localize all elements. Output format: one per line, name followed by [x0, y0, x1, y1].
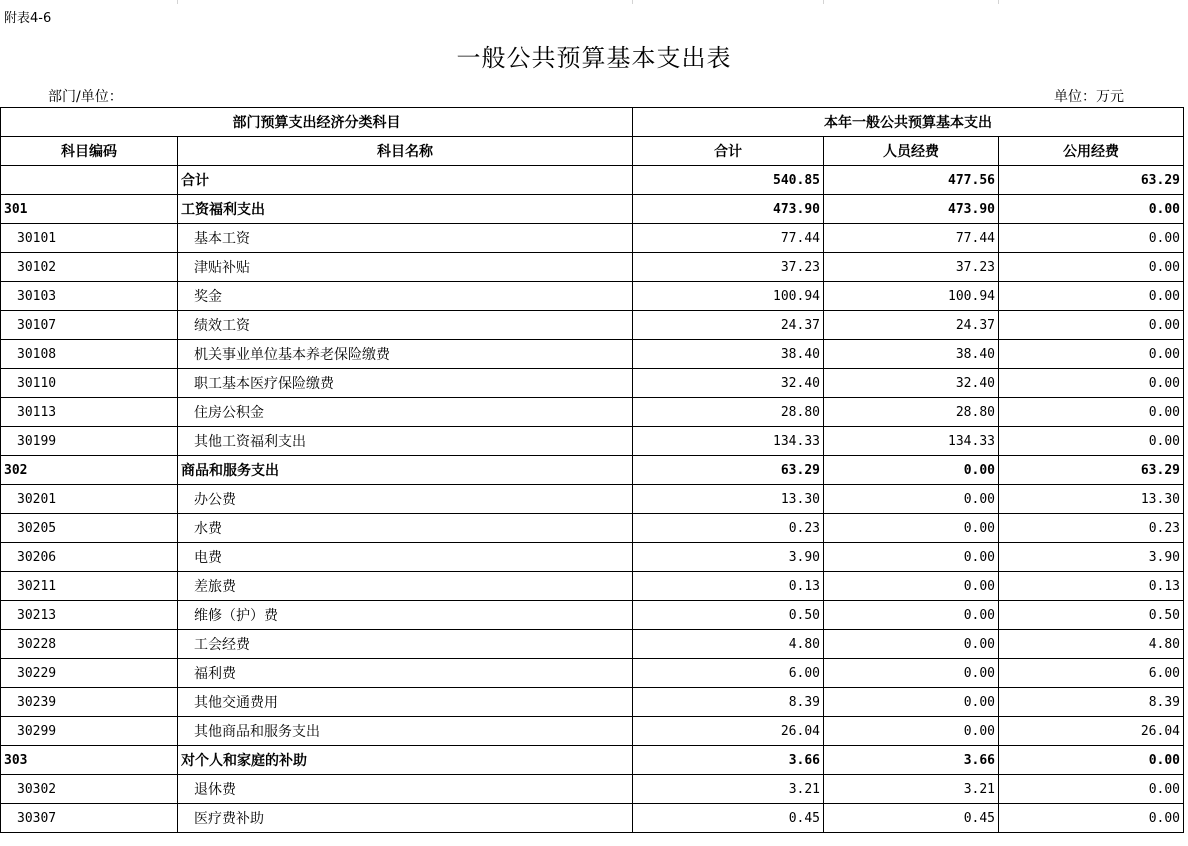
- table-row: [1, 746, 1184, 775]
- cell-name: 办公费: [178, 485, 633, 514]
- cell-code: 30205: [1, 514, 178, 543]
- cell-code: 30110: [1, 369, 178, 398]
- table-row: [1, 427, 1184, 456]
- cell-total: 134.33: [633, 427, 824, 456]
- cell-code: [1, 166, 178, 195]
- cell-code: 30108: [1, 340, 178, 369]
- cell-public: 0.00: [999, 224, 1184, 253]
- cell-name: 基本工资: [178, 224, 633, 253]
- cell-personnel: 3.66: [824, 746, 999, 775]
- cell-name: 维修（护）费: [178, 601, 633, 630]
- cell-name: 水费: [178, 514, 633, 543]
- header-name: 科目名称: [178, 137, 633, 166]
- cell-public: 26.04: [999, 717, 1184, 746]
- header-basic-expenditure: 本年一般公共预算基本支出: [633, 108, 1184, 137]
- cell-personnel: 28.80: [824, 398, 999, 427]
- table-row: [1, 659, 1184, 688]
- header-economic-classification: 部门预算支出经济分类科目: [1, 108, 633, 137]
- cell-public: 0.00: [999, 804, 1184, 833]
- cell-code: 30113: [1, 398, 178, 427]
- cell-public: 0.00: [999, 746, 1184, 775]
- cell-name: 医疗费补助: [178, 804, 633, 833]
- table-row: [1, 601, 1184, 630]
- table-row: [1, 717, 1184, 746]
- cell-personnel: 0.00: [824, 659, 999, 688]
- cell-code: 303: [1, 746, 178, 775]
- attachment-label: 附表4-6: [4, 11, 52, 26]
- cell-total: 0.45: [633, 804, 824, 833]
- cell-code: 30201: [1, 485, 178, 514]
- department-label: 部门/单位：: [48, 89, 123, 105]
- cell-code: 30107: [1, 311, 178, 340]
- cell-total: 24.37: [633, 311, 824, 340]
- cell-name: 其他商品和服务支出: [178, 717, 633, 746]
- table-row: [1, 166, 1184, 195]
- cell-name: 工资福利支出: [178, 195, 633, 224]
- table-row: [1, 311, 1184, 340]
- cell-personnel: 0.45: [824, 804, 999, 833]
- cell-code: 30239: [1, 688, 178, 717]
- header-personnel: 人员经费: [824, 137, 999, 166]
- cell-code: 30211: [1, 572, 178, 601]
- cell-name: 其他工资福利支出: [178, 427, 633, 456]
- cell-public: 0.13: [999, 572, 1184, 601]
- table-row: [1, 282, 1184, 311]
- cell-personnel: 3.21: [824, 775, 999, 804]
- cell-public: 0.00: [999, 369, 1184, 398]
- cell-public: 0.00: [999, 775, 1184, 804]
- cell-total: 32.40: [633, 369, 824, 398]
- table-row: [1, 253, 1184, 282]
- cell-total: 473.90: [633, 195, 824, 224]
- cell-name: 津贴补贴: [178, 253, 633, 282]
- cell-total: 37.23: [633, 253, 824, 282]
- cell-total: 4.80: [633, 630, 824, 659]
- cell-name: 电费: [178, 543, 633, 572]
- cell-total: 540.85: [633, 166, 824, 195]
- cell-public: 3.90: [999, 543, 1184, 572]
- cell-public: 13.30: [999, 485, 1184, 514]
- cell-code: 30213: [1, 601, 178, 630]
- table-row: [1, 456, 1184, 485]
- cell-personnel: 32.40: [824, 369, 999, 398]
- cell-name: 福利费: [178, 659, 633, 688]
- cell-personnel: 0.00: [824, 572, 999, 601]
- cell-personnel: 477.56: [824, 166, 999, 195]
- cell-total: 77.44: [633, 224, 824, 253]
- cell-name: 退休费: [178, 775, 633, 804]
- header-public: 公用经费: [999, 137, 1184, 166]
- table-row: [1, 572, 1184, 601]
- table-row: [1, 369, 1184, 398]
- cell-name: 绩效工资: [178, 311, 633, 340]
- header-code: 科目编码: [1, 137, 178, 166]
- cell-total: 0.13: [633, 572, 824, 601]
- cell-personnel: 473.90: [824, 195, 999, 224]
- cell-total: 28.80: [633, 398, 824, 427]
- cell-personnel: 0.00: [824, 717, 999, 746]
- cell-public: 0.50: [999, 601, 1184, 630]
- cell-public: 0.23: [999, 514, 1184, 543]
- table-row: [1, 195, 1184, 224]
- cell-personnel: 0.00: [824, 543, 999, 572]
- cell-public: 0.00: [999, 427, 1184, 456]
- cell-total: 13.30: [633, 485, 824, 514]
- table-row: [1, 688, 1184, 717]
- page-title: 一般公共预算基本支出表: [456, 44, 732, 72]
- cell-public: 0.00: [999, 340, 1184, 369]
- cell-code: 301: [1, 195, 178, 224]
- cell-public: 63.29: [999, 166, 1184, 195]
- cell-name: 机关事业单位基本养老保险缴费: [178, 340, 633, 369]
- cell-personnel: 38.40: [824, 340, 999, 369]
- table-row: [1, 485, 1184, 514]
- cell-name: 住房公积金: [178, 398, 633, 427]
- spreadsheet-gridlines: [0, 0, 1188, 4]
- cell-total: 63.29: [633, 456, 824, 485]
- table-row: [1, 514, 1184, 543]
- table-row: [1, 224, 1184, 253]
- cell-personnel: 0.00: [824, 630, 999, 659]
- cell-personnel: 0.00: [824, 485, 999, 514]
- table-row: [1, 775, 1184, 804]
- cell-total: 3.90: [633, 543, 824, 572]
- cell-personnel: 134.33: [824, 427, 999, 456]
- cell-personnel: 0.00: [824, 514, 999, 543]
- cell-public: 8.39: [999, 688, 1184, 717]
- unit-label: 单位：万元: [1054, 89, 1124, 105]
- cell-name: 工会经费: [178, 630, 633, 659]
- cell-code: 30307: [1, 804, 178, 833]
- cell-total: 38.40: [633, 340, 824, 369]
- cell-code: 30228: [1, 630, 178, 659]
- cell-personnel: 0.00: [824, 456, 999, 485]
- cell-name: 合计: [178, 166, 633, 195]
- cell-total: 6.00: [633, 659, 824, 688]
- table-row: [1, 630, 1184, 659]
- budget-table: [0, 107, 1184, 833]
- cell-total: 8.39: [633, 688, 824, 717]
- cell-total: 3.21: [633, 775, 824, 804]
- cell-personnel: 0.00: [824, 601, 999, 630]
- cell-total: 100.94: [633, 282, 824, 311]
- cell-total: 26.04: [633, 717, 824, 746]
- cell-public: 4.80: [999, 630, 1184, 659]
- cell-total: 0.50: [633, 601, 824, 630]
- cell-public: 6.00: [999, 659, 1184, 688]
- cell-public: 0.00: [999, 195, 1184, 224]
- cell-personnel: 37.23: [824, 253, 999, 282]
- cell-code: 30103: [1, 282, 178, 311]
- cell-personnel: 77.44: [824, 224, 999, 253]
- cell-code: 30101: [1, 224, 178, 253]
- cell-personnel: 0.00: [824, 688, 999, 717]
- cell-name: 其他交通费用: [178, 688, 633, 717]
- table-body: [1, 166, 1184, 833]
- cell-personnel: 24.37: [824, 311, 999, 340]
- cell-public: 0.00: [999, 311, 1184, 340]
- cell-public: 0.00: [999, 282, 1184, 311]
- cell-total: 0.23: [633, 514, 824, 543]
- table-row: [1, 543, 1184, 572]
- cell-name: 差旅费: [178, 572, 633, 601]
- cell-code: 30199: [1, 427, 178, 456]
- table-row: [1, 340, 1184, 369]
- cell-public: 0.00: [999, 398, 1184, 427]
- cell-code: 30229: [1, 659, 178, 688]
- table-row: [1, 804, 1184, 833]
- cell-public: 63.29: [999, 456, 1184, 485]
- cell-name: 职工基本医疗保险缴费: [178, 369, 633, 398]
- table-row: [1, 398, 1184, 427]
- cell-code: 30299: [1, 717, 178, 746]
- header-total: 合计: [633, 137, 824, 166]
- cell-code: 30302: [1, 775, 178, 804]
- cell-personnel: 100.94: [824, 282, 999, 311]
- cell-name: 商品和服务支出: [178, 456, 633, 485]
- cell-name: 奖金: [178, 282, 633, 311]
- cell-code: 30206: [1, 543, 178, 572]
- cell-code: 302: [1, 456, 178, 485]
- cell-name: 对个人和家庭的补助: [178, 746, 633, 775]
- cell-total: 3.66: [633, 746, 824, 775]
- cell-public: 0.00: [999, 253, 1184, 282]
- cell-code: 30102: [1, 253, 178, 282]
